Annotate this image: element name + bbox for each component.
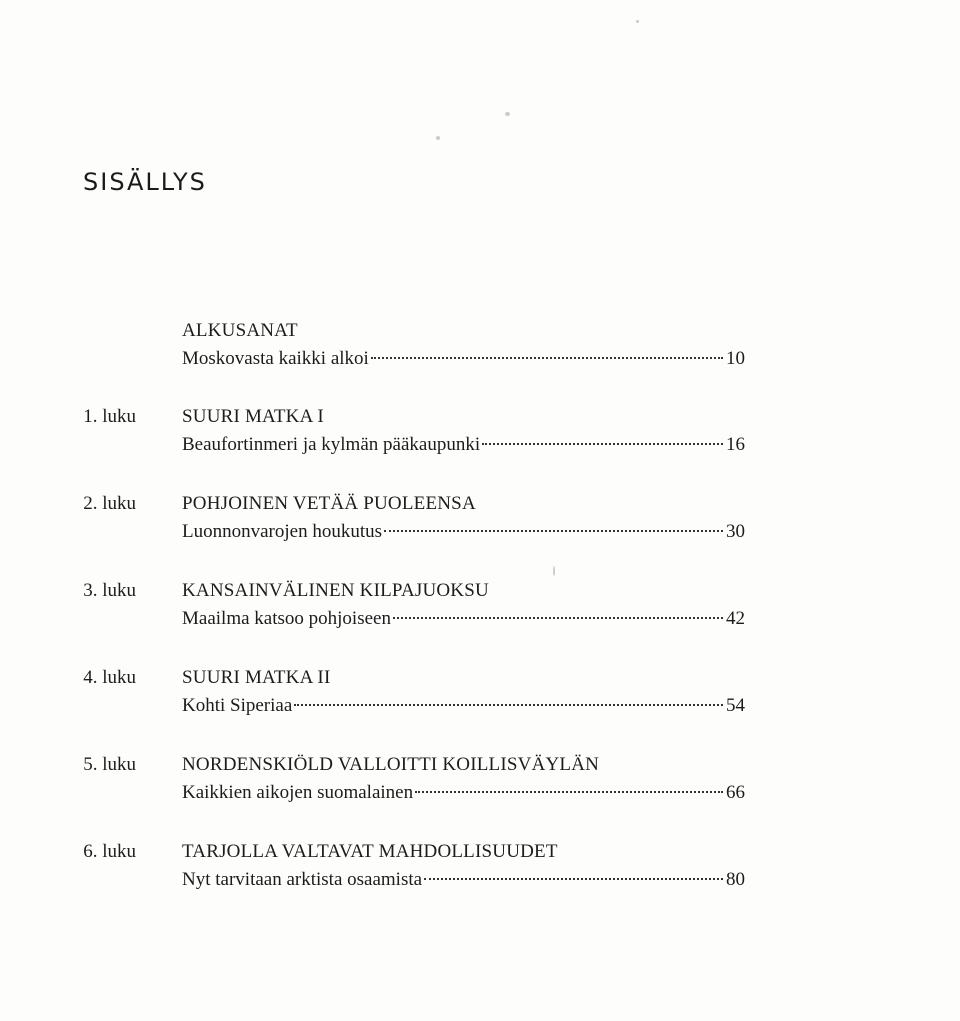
toc-entry-foreword[interactable] — [0, 318, 960, 378]
page-title: SISÄLLYS — [83, 168, 207, 196]
chapter-label: 2. luku — [83, 493, 136, 514]
entry-heading: SUURI MATKA I — [182, 406, 324, 427]
dot-leader — [371, 357, 723, 359]
chapter-label: 5. luku — [83, 754, 136, 775]
toc-entry-chapter-3[interactable] — [0, 578, 960, 638]
scan-speck — [436, 136, 440, 140]
entry-line — [182, 519, 745, 545]
entry-line — [182, 346, 745, 372]
toc-entry-chapter-5[interactable] — [0, 752, 960, 812]
page-number: 16 — [726, 434, 745, 455]
entry-subtitle: Nyt tarvitaan arktista osaamista — [182, 869, 423, 890]
chapter-label: 4. luku — [83, 667, 136, 688]
chapter-label: 3. luku — [83, 580, 136, 601]
page-number: 54 — [726, 695, 745, 716]
entry-line — [182, 432, 745, 458]
dot-leader — [482, 443, 723, 445]
dot-leader — [424, 878, 723, 880]
dot-leader — [294, 704, 723, 706]
entry-subtitle: Kohti Siperiaa — [182, 695, 293, 716]
entry-heading: NORDENSKIÖLD VALLOITTI KOILLISVÄYLÄN — [182, 754, 600, 775]
page-number: 80 — [726, 869, 745, 890]
chapter-label: 6. luku — [83, 841, 136, 862]
entry-line — [182, 867, 745, 893]
entry-line — [182, 693, 745, 719]
toc-entry-chapter-6[interactable] — [0, 839, 960, 899]
toc-entry-chapter-4[interactable] — [0, 665, 960, 725]
toc-entry-chapter-2[interactable] — [0, 491, 960, 551]
page-number: 10 — [726, 348, 745, 369]
page-number: 30 — [726, 521, 745, 542]
entry-subtitle: Kaikkien aikojen suomalainen — [182, 782, 414, 803]
dot-leader — [384, 530, 723, 532]
entry-subtitle: Beaufortinmeri ja kylmän pääkaupunki — [182, 434, 481, 455]
scan-speck — [636, 20, 639, 23]
scan-speck — [505, 112, 510, 116]
entry-heading: KANSAINVÄLINEN KILPAJUOKSU — [182, 580, 489, 601]
entry-heading: ALKUSANAT — [182, 320, 298, 341]
entry-line — [182, 606, 745, 632]
page-number: 42 — [726, 608, 745, 629]
entry-line — [182, 780, 745, 806]
chapter-label: 1. luku — [83, 406, 136, 427]
entry-subtitle: Moskovasta kaikki alkoi — [182, 348, 369, 369]
page-number: 66 — [726, 782, 745, 803]
entry-subtitle: Maailma katsoo pohjoiseen — [182, 608, 391, 629]
dot-leader — [415, 791, 723, 793]
entry-heading: SUURI MATKA II — [182, 667, 331, 688]
scan-speck — [553, 566, 555, 576]
toc-entry-chapter-1[interactable] — [0, 404, 960, 464]
entry-heading: TARJOLLA VALTAVAT MAHDOLLISUUDET — [182, 841, 558, 862]
entry-heading: POHJOINEN VETÄÄ PUOLEENSA — [182, 493, 476, 514]
entry-subtitle: Luonnonvarojen houkutus — [182, 521, 383, 542]
dot-leader — [393, 617, 723, 619]
